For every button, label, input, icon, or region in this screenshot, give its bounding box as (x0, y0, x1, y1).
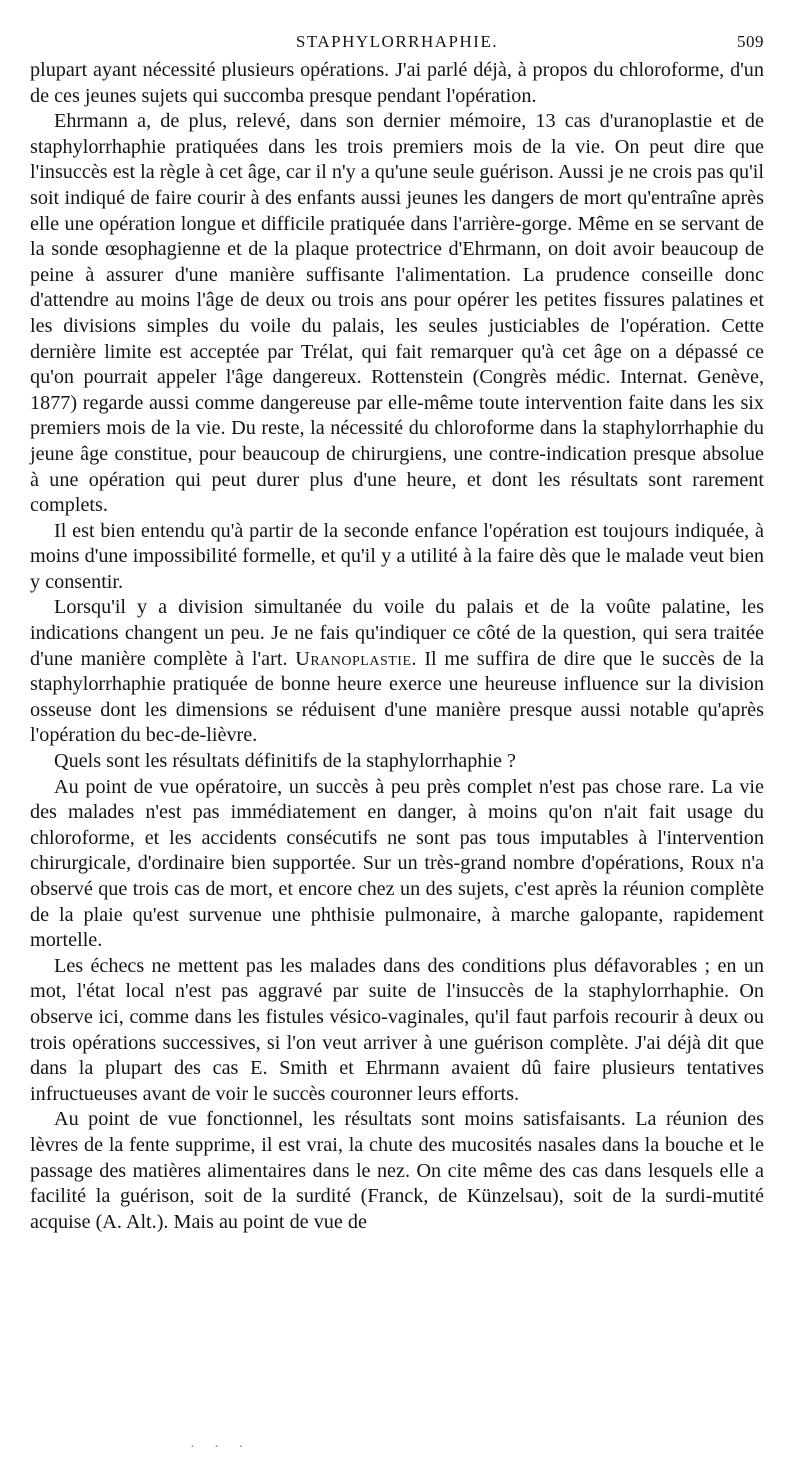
paragraph-second-childhood: Il est bien entendu qu'à partir de la seconde enfance l'opération est toujours indiquée, à moins d'une impossibilité formelle, et qu'il y a utilité à la faire dès que le malade veut bien y consentir. (30, 519, 764, 593)
paragraph-continuation: plupart ayant nécessité plusieurs opérations. J'ai parlé déjà, à propos du chloroforme, d'un de ces jeunes sujets qui succomba presque pendant l'opération. (30, 59, 764, 107)
paragraph-text-before: Lorsqu'il y a division simultanée du voile du palais et de la voûte palatine, les indications changent un peu. Je ne fais qu'indiquer ce côté de la question, qui sera traitée d'une manière complète à l'art. (30, 596, 764, 670)
paragraph-ehrmann-infant-cases: Ehrmann a, de plus, relevé, dans son dernier mémoire, 13 cas d'uranoplastie et de staphylorrhaphie pratiquées dans les trois premiers mois de la vie. On peut dire que l'insuccès est la règle à cet âge, car il n'y a qu'une seule guérison. Aussi je ne crois pas qu'il soit indiqué de faire courir à des enfants aussi jeunes les dangers de mort qu'entraîne après elle une opération longue et difficile pratiquée dans l'arrière-gorge. Même en se servant de la sonde œsophagienne et de la plaque protectrice d'Ehrmann, on doit avoir beaucoup de peine à assurer d'une manière suffisante l'alimentation. La prudence conseille donc d'attendre au moins l'âge de deux ou trois ans pour opérer les petites fissures palatines et les divisions simples du voile du palais, les seules justiciables de l'opération. Cette dernière limite est acceptée par Trélat, qui fait remarquer qu'à cet âge on a dépassé ce qu'on pourrait appeler l'âge dangereux. Rottenstein (Congrès médic. Internat. Genève, 1877) regarde aussi comme dangereuse par elle-même toute intervention faite dans les six premiers mois de la vie. Du reste, la nécessité du chloroforme dans la staphylorrhaphie du jeune âge constitue, pour beaucoup de chirurgiens, une contre-indication presque absolue à une opération qui peut durer plus d'une heure, et dont les résultats sont rarement complets. (30, 110, 764, 517)
print-specks: · · · (190, 1440, 251, 1455)
page-number: 509 (737, 32, 764, 51)
paragraph-operative-results: Au point de vue opératoire, un succès à peu près complet n'est pas chose rare. La vie des malades n'est pas immédiatement en danger, à moins qu'on n'ait fait usage du chloroforme, et les accidents consécutifs ne sont pas tous imputables à l'intervention chirurgicale, d'ordinaire bien supportée. Sur un très-grand nombre d'opérations, Roux n'a observé que trois cas de mort, et encore chez un des sujets, c'est après la réunion complète de la plaie qu'est survenue une phthisie pulmonaire, à marche galopante, rapidement mortelle. (30, 775, 764, 952)
paragraph-simultaneous-division (30, 595, 764, 749)
document-page (30, 28, 764, 1235)
body-text (30, 58, 764, 1235)
running-title: STAPHYLORRHAPHIE. (295, 32, 499, 51)
paragraph-failures: Les échecs ne mettent pas les malades dans des conditions plus défavorables ; en un mot, l'état local n'est pas aggravé par suite de l'insuccès de la staphylorrhaphie. On observe ici, comme dans les fistules vésico-vaginales, qu'il faut parfois recourir à deux ou trois opérations successives, si l'on veut arriver à une guérison complète. J'ai déjà dit que dans la plupart des cas E. Smith et Ehrmann avaient dû faire plusieurs tentatives infructueuses avant de voir le succès couronner leurs efforts. (30, 954, 764, 1105)
paragraph-question: Quels sont les résultats définitifs de la staphylorrhaphie ? (54, 750, 516, 773)
cross-reference-uranoplastie: Uranoplastie (295, 647, 412, 670)
paragraph-functional-results: Au point de vue fonctionnel, les résultats sont moins satisfaisants. La réunion des lèvres de la fente supprime, il est vrai, la chute des mucosités nasales dans la bouche et le passage des matières alimentaires dans le nez. On cite même des cas dans lesquels elle a facilité la guérison, soit de la surdité (Franck, de Künzelsau), soit de la surdi-mutité acquise (A. Alt.). Mais au point de vue de (30, 1108, 764, 1233)
running-head (30, 28, 764, 58)
paragraph-text-after: . Il me suffira de dire que le succès de la staphylorrhaphie pratiquée de bonne heure exerce une heureuse influence sur la division osseuse dont les dimensions se réduisent d'une manière presque aussi notable qu'après l'opération du bec-de-lièvre. (30, 647, 765, 747)
